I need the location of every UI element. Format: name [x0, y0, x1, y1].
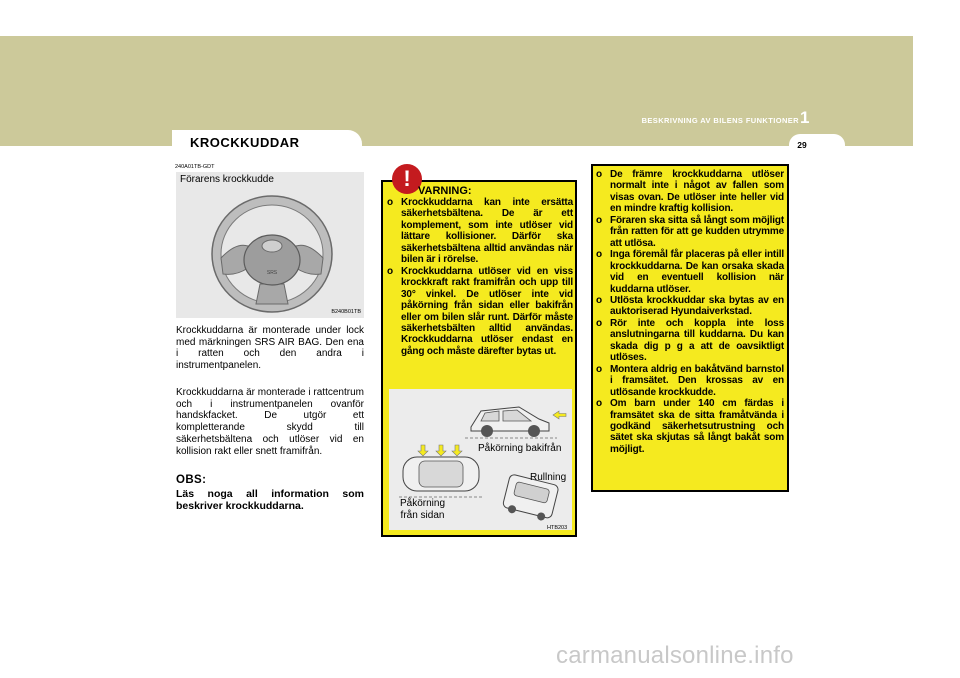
warning-icon: ! [392, 164, 422, 194]
caution-item: o Montera aldrig en bakåtvänd barnstol i framsätet. Den krossas av en utlösande krockkudde. [596, 364, 784, 398]
car-top-view-icon [399, 457, 483, 497]
paragraph-intro: Krockkuddarna är monterade under lock med märkningen SRS AIR BAG. Den ena i ratten och den andra i instrumentpanelen. [176, 325, 364, 372]
label-side-impact-line2: från sidan [400, 510, 445, 521]
page-number: 29 [797, 140, 807, 150]
warning-item: o Krockkuddarna kan inte ersätta säkerhetsbältena. De är ett komplement, som inte utlöser vid lättare kollisioner. Därför ska säkerhetsbältena alltid användas när bilen är i rörelse. [387, 197, 573, 266]
label-side-impact [400, 498, 445, 522]
warning-list [387, 197, 573, 357]
car-side-view-icon [465, 407, 557, 438]
caution-list [596, 169, 784, 455]
label-rollover: Rullning [530, 472, 567, 483]
caution-item: o Utlösta krockkuddar ska bytas av en auktoriserad Hyundaiverkstad. [596, 295, 784, 318]
label-rear-impact: Påkörning bakifrån [478, 443, 562, 454]
chapter-title: BESKRIVNING AV BILENS FUNKTIONER [641, 116, 799, 125]
figure-caption: Förarens krockkudde [180, 174, 274, 185]
arrow-down-icon [418, 445, 462, 456]
caution-item: o Rör inte och koppla inte loss anslutningarna till kuddarna. Du kan skada dig p g a att de oavsiktligt utlöses. [596, 318, 784, 364]
steering-wheel-figure [176, 172, 364, 318]
watermark: carmanualsonline.info [556, 642, 794, 669]
svg-text:SRS: SRS [266, 270, 278, 276]
caution-item: o Om barn under 140 cm färdas i framsätet ska de sitta framåtvända i godkänd säkerhetsutrustning och sätet ska skjutas så långt bakåt som möjligt. [596, 398, 784, 455]
note-title: OBS: [176, 474, 207, 486]
warning-title: VARNING: [418, 185, 472, 197]
caution-item: o Föraren ska sitta så långt som möjligt från ratten för att ge kudden utrymme att utlösa. [596, 215, 784, 249]
header-band [0, 36, 913, 146]
warning-item: o Krockkuddarna utlöser vid en viss krockkraft rakt framifrån och upp till 30° vinkel. De utlöser inte vid påkörning från sidan eller bakifrån eller om bilen slår runt. Därför måste säkerhetsbälten alltid användas. Krockkuddarna utlöser endast en gång och måste därefter bytas ut. [387, 266, 573, 358]
arrow-left-icon [553, 411, 566, 419]
diagram-code: HTB203 [547, 525, 568, 531]
caution-item: o De främre krockkuddarna utlöser normalt inte i något av fallen som visas ovan. De utlöser inte heller vid en mindre kraftig kollision. [596, 169, 784, 215]
note-text: Läs noga all information som beskriver krockkuddarna. [176, 488, 364, 512]
figure-code: B240B01TB [331, 309, 361, 315]
steering-wheel-icon [176, 172, 364, 318]
chapter-number: 1 [800, 108, 810, 127]
paragraph-location: Krockkuddarna är monterade i rattcentrum och i instrumentpanelen ovanför handskfacket. De utgör ett kompletterande skydd till säkerhetsbältena och utlöser vid en kollision rakt eller snett framifrån. [176, 387, 364, 457]
label-side-impact-line1: Påkörning [400, 498, 446, 509]
caution-item: o Inga föremål får placeras på eller intill krockkuddarna. De kan orsaka skada vid en eventuell kollision när kuddarna utlöser. [596, 249, 784, 295]
section-title: KROCKKUDDAR [190, 135, 300, 150]
reference-code: 240A01TB-GDT [175, 164, 215, 170]
